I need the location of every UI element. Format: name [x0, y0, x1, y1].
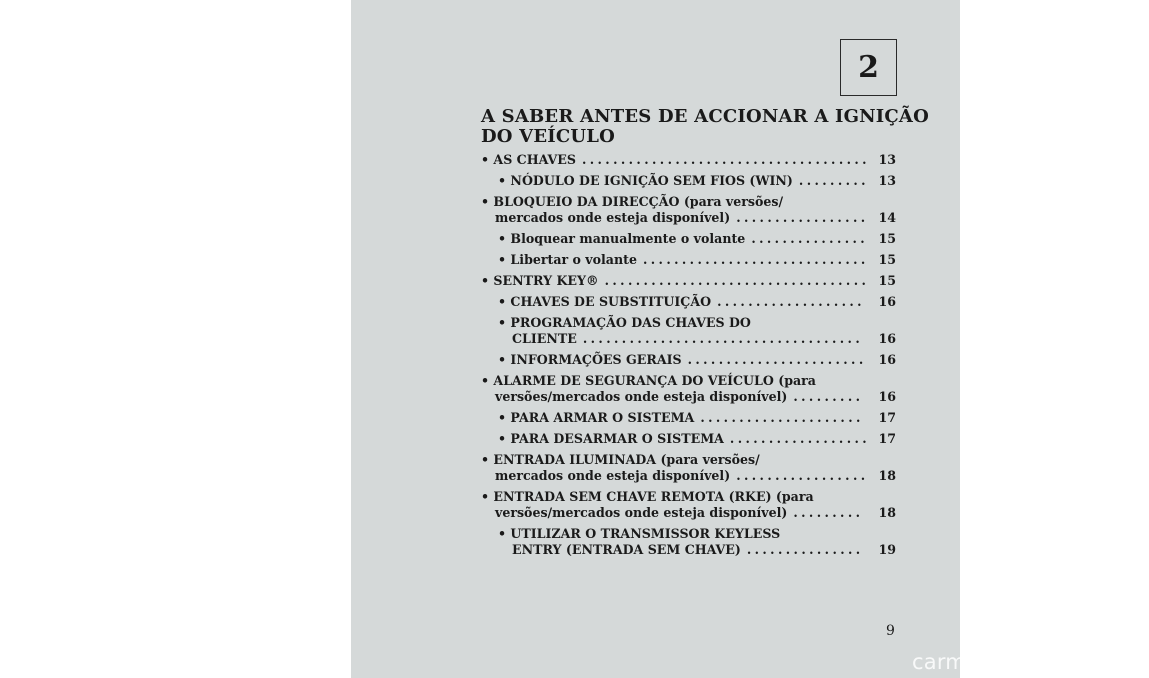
toc-entry[interactable] [481, 410, 896, 426]
toc-entry-text: • PROGRAMAÇÃO DAS CHAVES DO [498, 315, 751, 330]
toc-leader-dots: ..................... [700, 410, 864, 425]
toc-leader-dots: ............... [746, 542, 864, 557]
toc-entry[interactable] [481, 315, 896, 347]
toc-entry-title [481, 194, 896, 210]
toc-entry-text: • AS CHAVES [481, 152, 576, 167]
toc-entry-page: 13 [878, 152, 896, 167]
toc-entry-text: • Bloquear manualmente o volante [498, 231, 746, 246]
toc-entry-page: 17 [878, 410, 896, 425]
toc-entry-title [498, 315, 896, 331]
toc-entry-page: 15 [878, 273, 896, 288]
toc-leader-dots: ....................... [687, 352, 867, 367]
toc-entry-text: mercados onde esteja disponível) [495, 210, 731, 225]
toc-leader-dots: ................... [717, 294, 865, 309]
toc-entry-title [498, 294, 896, 310]
toc-entry[interactable] [481, 294, 896, 310]
toc-entry[interactable] [481, 489, 896, 521]
toc-entry[interactable] [481, 173, 896, 189]
section-heading [481, 106, 929, 147]
toc-entry-text: • NÓDULO DE IGNIÇÃO SEM FIOS (WIN) [498, 173, 793, 188]
toc-entry-text: CLIENTE [512, 331, 577, 346]
toc-entry-title-continued [498, 331, 896, 347]
toc-entry-text: • ENTRADA SEM CHAVE REMOTA (RKE) (para [481, 489, 814, 504]
toc-leader-dots: ................. [736, 210, 869, 225]
toc-entry-page: 17 [878, 431, 896, 446]
toc-entry-title [481, 373, 896, 389]
toc-leader-dots: ......... [798, 173, 869, 188]
toc-entry[interactable] [481, 452, 896, 484]
toc-entry-page: 19 [878, 542, 896, 557]
toc-entry-page: 15 [878, 231, 896, 246]
toc-entry-text: • SENTRY KEY® [481, 273, 599, 288]
chapter-number-box [840, 39, 897, 96]
toc-leader-dots: ............................. [642, 252, 869, 267]
toc-entry-text: • ENTRADA ILUMINADA (para versões/ [481, 452, 760, 467]
toc-entry-title-continued [481, 468, 896, 484]
toc-entry-title [481, 152, 896, 168]
toc-entry-text: • PARA DESARMAR O SISTEMA [498, 431, 724, 446]
toc-entry-title [498, 352, 896, 368]
toc-entry-text: • BLOQUEIO DA DIRECÇÃO (para versões/ [481, 194, 784, 209]
toc-entry-page: 16 [878, 294, 896, 309]
toc-entry-page: 13 [878, 173, 896, 188]
toc-entry[interactable] [481, 431, 896, 447]
toc-entry-text: versões/mercados onde esteja disponível) [495, 505, 788, 520]
toc-entry[interactable] [481, 231, 896, 247]
section-heading-line-2: DO VEÍCULO [481, 126, 616, 147]
toc-entry-text: ENTRY (ENTRADA SEM CHAVE) [512, 542, 741, 557]
toc-entry-text: • UTILIZAR O TRANSMISSOR KEYLESS [498, 526, 781, 541]
toc-entry-page: 15 [878, 252, 896, 267]
table-of-contents [481, 152, 896, 563]
section-heading-line-1: A SABER ANTES DE ACCIONAR A IGNIÇÃO [481, 106, 929, 127]
toc-entry-title-continued [481, 389, 896, 405]
toc-entry-page: 16 [878, 331, 896, 346]
toc-entry-text: mercados onde esteja disponível) [495, 468, 731, 483]
chapter-number: 2 [858, 50, 879, 85]
toc-entry-page: 14 [878, 210, 896, 225]
toc-entry[interactable] [481, 373, 896, 405]
watermark-text: carmanualsonline.info [912, 650, 1149, 674]
toc-entry-title-continued [481, 505, 896, 521]
blank-left-page [0, 0, 351, 678]
toc-entry-text: • CHAVES DE SUBSTITUIÇÃO [498, 294, 712, 309]
toc-entry-page: 16 [878, 352, 896, 367]
toc-entry-title [498, 410, 896, 426]
toc-entry[interactable] [481, 152, 896, 168]
toc-entry-title-continued [498, 542, 896, 558]
toc-entry-title [498, 431, 896, 447]
toc-leader-dots: ................. [736, 468, 869, 483]
toc-entry-title [481, 452, 896, 468]
toc-entry-title [498, 231, 896, 247]
toc-entry-title-continued [481, 210, 896, 226]
toc-entry[interactable] [481, 273, 896, 289]
toc-entry-page: 16 [878, 389, 896, 404]
toc-entry-text: versões/mercados onde esteja disponível) [495, 389, 788, 404]
toc-entry[interactable] [481, 352, 896, 368]
toc-entry[interactable] [481, 252, 896, 268]
toc-entry-title [481, 273, 896, 289]
toc-entry-text: • INFORMAÇÕES GERAIS [498, 352, 682, 367]
toc-entry[interactable] [481, 526, 896, 558]
toc-leader-dots: ......... [793, 389, 864, 404]
toc-entry-title [498, 252, 896, 268]
toc-leader-dots: ......... [793, 505, 864, 520]
toc-entry-text: • PARA ARMAR O SISTEMA [498, 410, 695, 425]
toc-leader-dots: .................. [729, 431, 871, 446]
toc-entry-title [498, 173, 896, 189]
toc-entry-text: • Libertar o volante [498, 252, 637, 267]
toc-entry-title [498, 526, 896, 542]
toc-leader-dots: .................................... [582, 331, 864, 346]
toc-entry-title [481, 489, 896, 505]
toc-entry-text: • ALARME DE SEGURANÇA DO VEÍCULO (para [481, 373, 816, 388]
toc-leader-dots: .................................. [604, 273, 870, 288]
toc-entry[interactable] [481, 194, 896, 226]
page-number: 9 [886, 623, 895, 639]
toc-leader-dots: ..................................... [581, 152, 870, 167]
manual-page [351, 0, 1149, 678]
toc-entry-page: 18 [878, 505, 896, 520]
toc-entry-page: 18 [878, 468, 896, 483]
toc-leader-dots: ............... [751, 231, 869, 246]
